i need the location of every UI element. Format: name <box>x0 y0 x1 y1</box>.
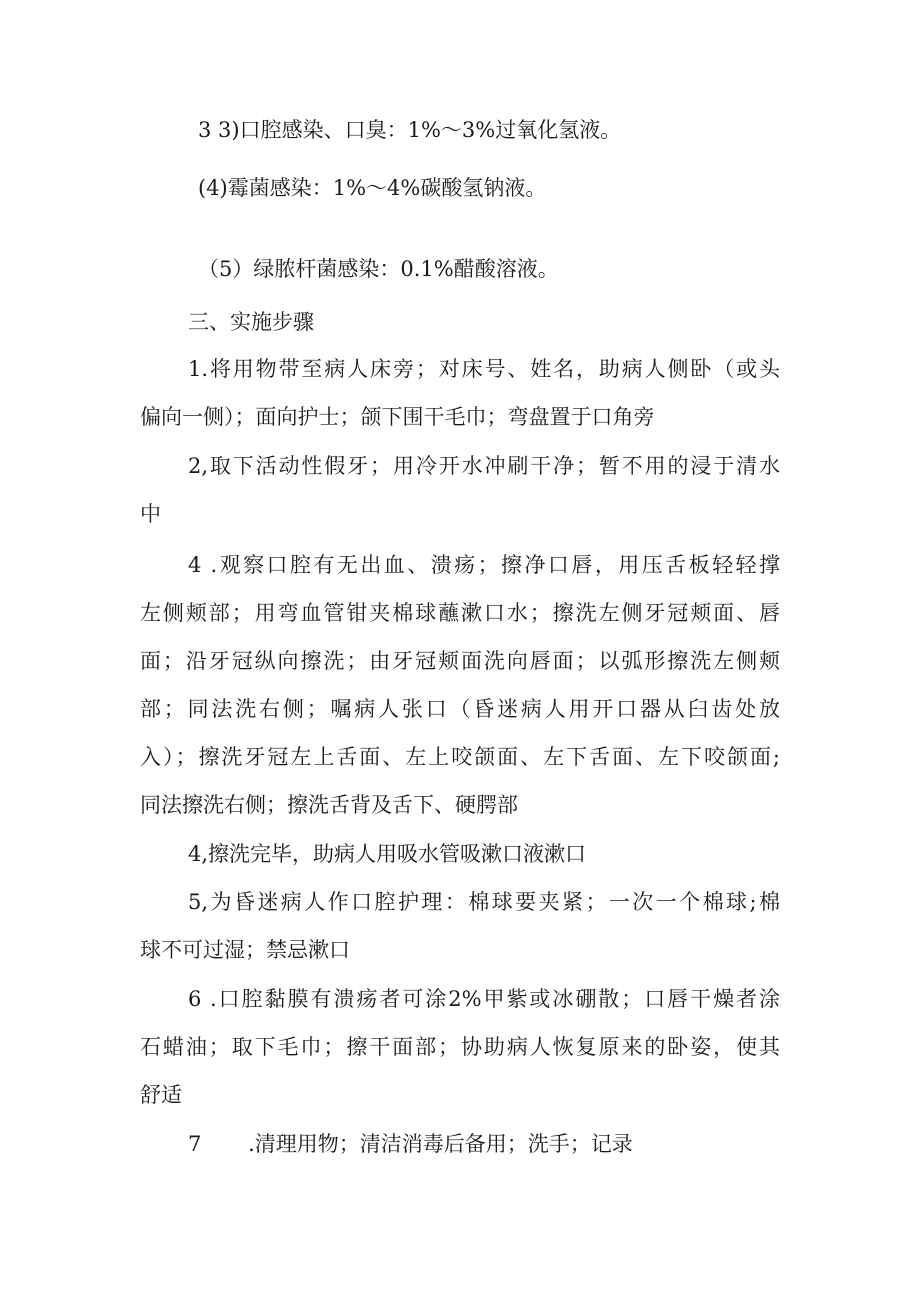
treatment-item-5: （5）绿脓杆菌感染：0.1%醋酸溶液。 <box>198 257 559 281</box>
step-6-line-2: 石蜡油；取下毛巾；擦干面部；协助病人恢复原来的卧姿，使其 <box>140 1035 780 1059</box>
step-7-line-1: 7 .清理用物；清洁消毒后备用；洗手；记录 <box>188 1132 633 1156</box>
step-4-line-1: 4,擦洗完毕，助病人用吸水管吸漱口液漱口 <box>188 842 587 866</box>
step-5-line-2: 球不可过湿；禁忌漱口 <box>140 938 350 962</box>
treatment-item-3: 3 3)口腔感染、口臭：1%～3%过氧化氢液。 <box>198 118 622 142</box>
step-1-line-1: 1.将用物带至病人床旁；对床号、姓名，助病人侧卧（或头 <box>188 357 780 381</box>
step-3-line-4: 部；同法洗右侧；嘱病人张口（昏迷病人用开口器从臼齿处放 <box>140 697 780 721</box>
step-3-line-2: 左侧颊部；用弯血管钳夹棉球蘸漱口水；擦洗左侧牙冠颊面、唇 <box>140 601 780 625</box>
step-6-line-3: 舒适 <box>140 1083 182 1107</box>
treatment-item-4: (4)霉菌感染：1%～4%碳酸氢钠液。 <box>198 176 547 200</box>
step-3-line-1: 4 .观察口腔有无出血、溃疡；擦净口唇，用压舌板轻轻撑 <box>188 553 780 577</box>
step-3-line-5: 入）；擦洗牙冠左上舌面、左上咬颌面、左下舌面、左下咬颌面; <box>140 745 780 769</box>
section-heading: 三、实施步骤 <box>188 310 314 334</box>
step-2-line-1: 2,取下活动性假牙；用冷开水冲刷干净；暂不用的浸于清水 <box>188 454 780 478</box>
step-6-line-1: 6 .口腔黏膜有溃疡者可涂2%甲紫或冰硼散；口唇干燥者涂 <box>188 987 780 1011</box>
step-5-line-1: 5,为昏迷病人作口腔护理：棉球要夹紧；一次一个棉球;棉 <box>188 890 780 914</box>
step-3-line-6: 同法擦洗右侧；擦洗舌背及舌下、硬腭部 <box>140 793 518 817</box>
step-3-line-3: 面；沿牙冠纵向擦洗；由牙冠颊面洗向唇面；以弧形擦洗左侧颊 <box>140 649 780 673</box>
step-2-line-2: 中 <box>140 502 161 526</box>
step-1-line-2: 偏向一侧）；面向护士；颌下围干毛巾；弯盘置于口角旁 <box>140 405 655 429</box>
